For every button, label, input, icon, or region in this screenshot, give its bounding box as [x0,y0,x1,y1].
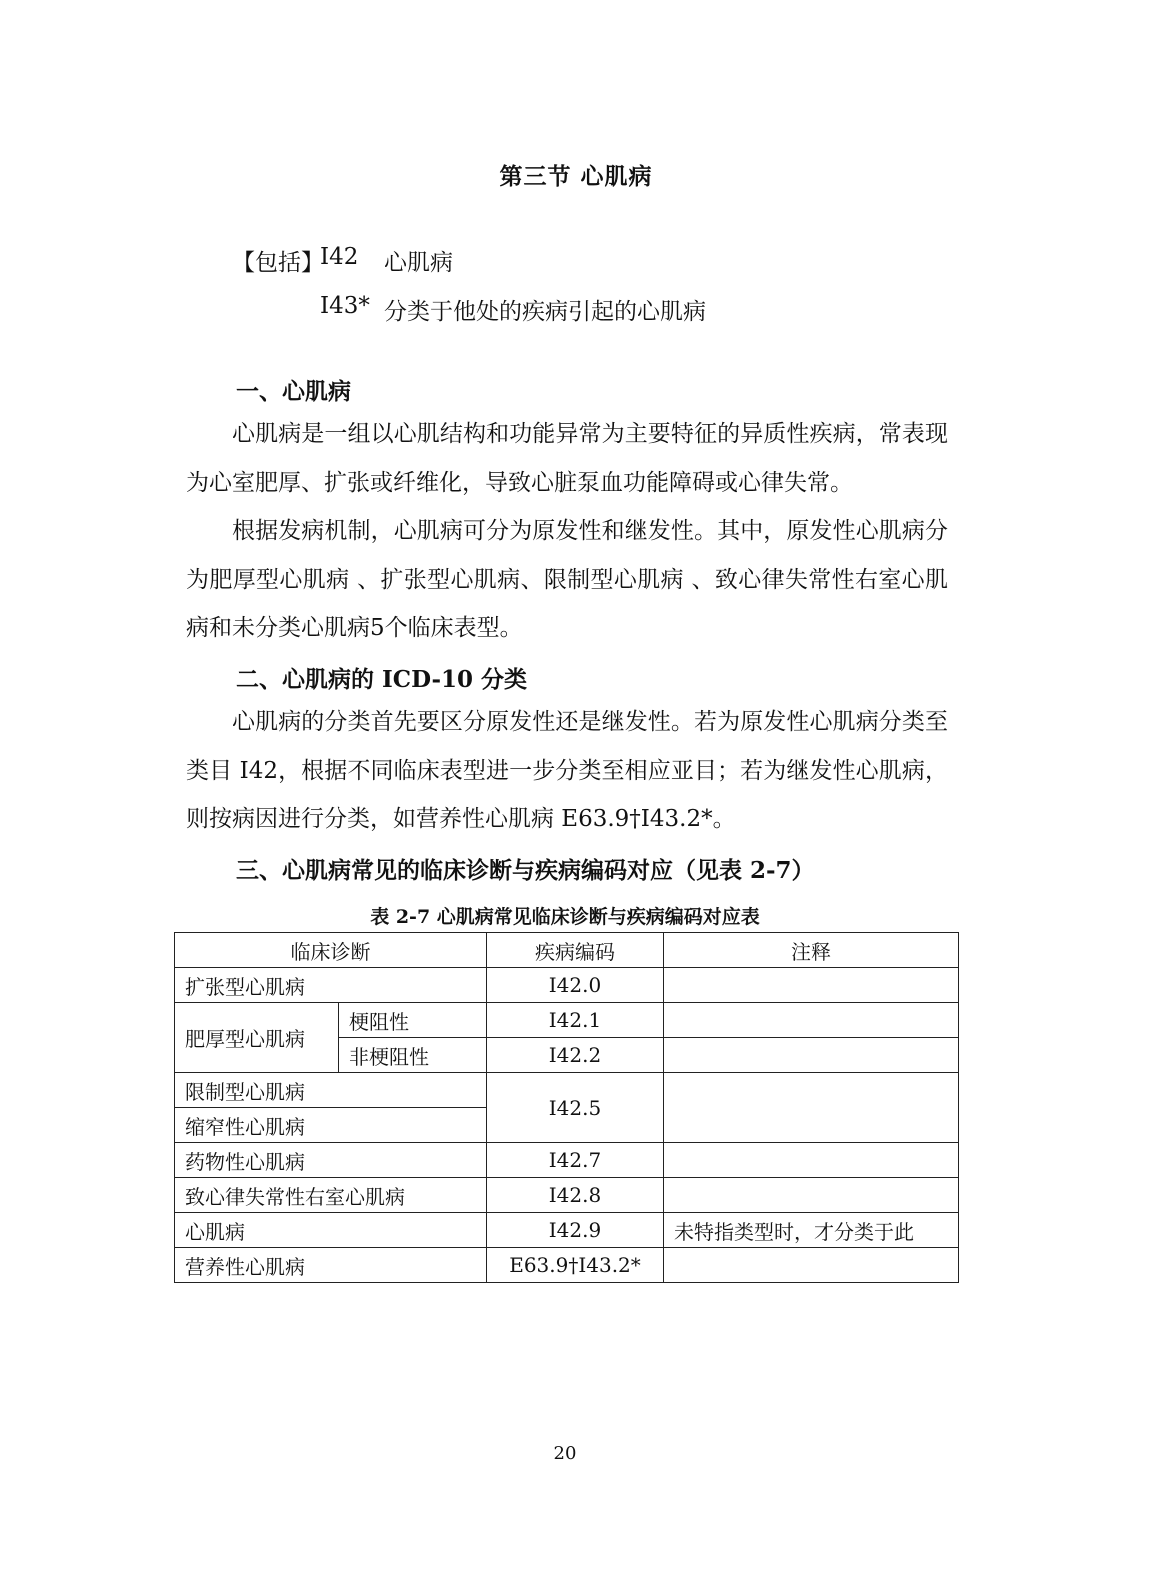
table-row [175,1003,959,1038]
code-cell: I42.2 [487,1038,664,1073]
table-row [175,1213,959,1248]
paragraph-2: 根据发病机制，心肌病可分为原发性和继发性。其中，原发性心肌病分为肥厚型心肌病 、扩张型心肌病、限制型心肌病 、致心律失常性右室心肌病和未分类心肌病5个临床表型。 [186,518,948,641]
header-note: 注释 [664,933,959,968]
note-cell [664,1003,959,1038]
table-row [175,1073,959,1108]
note-cell [664,1248,959,1283]
diagnosis-cell: 药物性心肌病 [175,1143,487,1178]
note-cell: 未特指类型时，才分类于此 [664,1213,959,1248]
code-cell: I42.1 [487,1003,664,1038]
page-number: 20 [553,1443,577,1464]
header-code: 疾病编码 [487,933,664,968]
includes-code-1: I42 [320,244,359,270]
code-cell: I42.0 [487,968,664,1003]
subtype-cell: 非梗阻性 [339,1038,487,1073]
diagnosis-cell: 限制型心肌病 [175,1073,487,1108]
table-row [175,1178,959,1213]
note-cell [664,1073,959,1143]
code-cell: I42.8 [487,1178,664,1213]
includes-name-1: 心肌病 [384,250,453,276]
diagnosis-cell: 扩张型心肌病 [175,968,487,1003]
diagnosis-cell: 肥厚型心肌病 [175,1003,339,1073]
diagnosis-code-table [174,932,959,1283]
note-cell [664,1038,959,1073]
diagnosis-cell: 心肌病 [175,1213,487,1248]
paragraph-1: 心肌病是一组以心肌结构和功能异常为主要特征的异质性疾病，常表现为心室肥厚、扩张或纤维化，导致心脏泵血功能障碍或心律失常。 [186,421,948,496]
subtype-cell: 梗阻性 [339,1003,487,1038]
heading-2: 二、心肌病的 ICD-10 分类 [236,666,528,693]
diagnosis-cell: 缩窄性心肌病 [175,1108,487,1143]
code-cell: E63.9†I43.2* [487,1248,664,1283]
heading-1: 一、心肌病 [236,378,351,405]
heading-3: 三、心肌病常见的临床诊断与疾病编码对应（见表 2-7） [236,857,815,884]
includes-label: 【包括】 [232,250,324,276]
note-cell [664,1178,959,1213]
code-cell: I42.9 [487,1213,664,1248]
code-cell: I42.7 [487,1143,664,1178]
section-title: 第三节 心肌病 [499,163,653,190]
table-row [175,968,959,1003]
includes-name-2: 分类于他处的疾病引起的心肌病 [384,299,706,325]
table-header-row [175,933,959,968]
table-caption: 表 2-7 心肌病常见临床诊断与疾病编码对应表 [370,906,760,928]
table-row [175,1143,959,1178]
note-cell [664,1143,959,1178]
note-cell [664,968,959,1003]
includes-code-2: I43* [320,293,370,319]
code-cell: I42.5 [487,1073,664,1143]
paragraph-3: 心肌病的分类首先要区分原发性还是继发性。若为原发性心肌病分类至类目 I42，根据不同临床表型进一步分类至相应亚目；若为继发性心肌病，则按病因进行分类，如营养性心肌病 E63.9†I43.2*。 [186,709,948,832]
diagnosis-cell: 营养性心肌病 [175,1248,487,1283]
table-row [175,1248,959,1283]
header-diagnosis: 临床诊断 [175,933,487,968]
diagnosis-cell: 致心律失常性右室心肌病 [175,1178,487,1213]
